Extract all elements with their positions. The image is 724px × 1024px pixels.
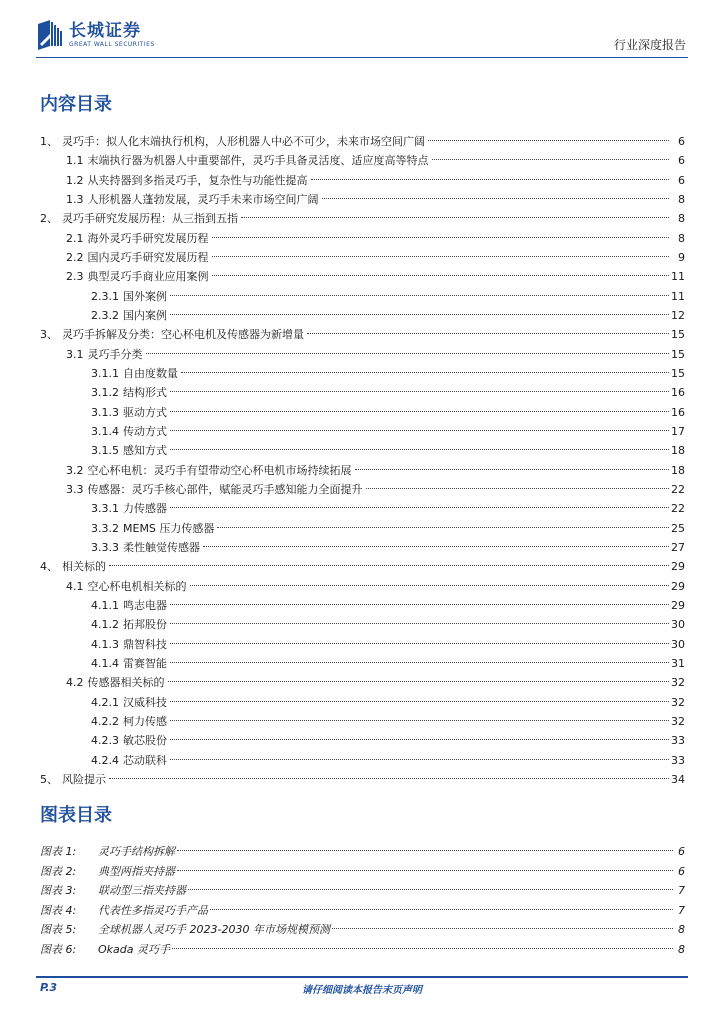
toc-entry-number: 4.2.3 <box>91 734 119 748</box>
toc-entry-page: 11 <box>671 289 685 303</box>
figure-entry[interactable] <box>40 920 685 940</box>
dot-leader <box>170 720 669 721</box>
toc-entry-text: 结构形式 <box>123 386 167 400</box>
dot-leader <box>322 198 670 199</box>
toc-entry-number: 1、 <box>40 135 58 148</box>
figure-entry-title: 全球机器人灵巧手 2023-2030 年市场规模预测 <box>98 923 330 937</box>
toc-entry-label <box>91 287 168 306</box>
toc-entry[interactable] <box>40 171 685 190</box>
dot-leader <box>241 217 669 218</box>
toc-entry-label <box>40 209 239 228</box>
toc-entry-page: 22 <box>671 482 685 496</box>
toc-entry-page: 29 <box>671 579 685 593</box>
toc-entry-text: 自由度数量 <box>123 366 178 380</box>
toc-entry-page: 9 <box>678 250 685 264</box>
toc-entry-number: 4.1.2 <box>91 618 119 632</box>
toc-entry-label <box>40 770 107 789</box>
dot-leader <box>366 488 670 489</box>
toc-entry-number: 2、 <box>40 212 58 226</box>
figure-entry-title: 联动型三指夹持器 <box>98 884 186 898</box>
dot-leader <box>188 889 673 890</box>
toc-entry-label <box>91 615 168 634</box>
toc-entry-label <box>66 190 320 209</box>
toc-entry-text: MEMS 压力传感器 <box>123 521 215 535</box>
toc-entry-page: 16 <box>671 405 685 419</box>
toc-entry-text: 力传感器 <box>123 502 167 516</box>
dot-leader <box>170 662 669 663</box>
toc-entry-text: 驱动方式 <box>123 405 167 419</box>
toc-entry-label <box>91 364 179 383</box>
toc-entry-text: 从夹持器到多指灵巧手，复杂性与功能性提高 <box>87 173 308 187</box>
toc-entry[interactable] <box>40 596 685 615</box>
toc-entry-number: 4.2.4 <box>91 753 119 767</box>
toc-entry-text: 传感器：灵巧手核心部件，赋能灵巧手感知能力全面提升 <box>87 482 363 496</box>
toc-entry-page: 31 <box>671 656 685 670</box>
toc-entry-label <box>66 480 364 499</box>
footer-disclaimer: 请仔细阅读本报告末页声明 <box>302 985 422 996</box>
toc-entry-label <box>66 171 309 190</box>
dot-leader <box>177 870 673 871</box>
toc-entry-page: 17 <box>671 424 685 438</box>
toc-entry-number: 4.1.4 <box>91 656 119 670</box>
toc-entry-page: 33 <box>671 734 685 748</box>
toc-entry-text: 柔性触觉传感器 <box>123 540 200 554</box>
toc-heading: 内容目录 <box>40 94 112 115</box>
toc-entry-text: 感知方式 <box>123 444 167 458</box>
toc-entry-label <box>91 538 201 557</box>
toc-entry-page: 8 <box>678 212 685 226</box>
toc-entry-label <box>91 693 168 712</box>
figure-entry-label: 图表 6: <box>40 942 77 956</box>
figure-entry[interactable] <box>40 881 685 901</box>
toc-entry-label <box>40 325 305 344</box>
figure-entry-title: 代表性多指灵巧手产品 <box>98 903 208 917</box>
toc-entry-text: 柯力传感 <box>123 714 167 728</box>
dot-leader <box>170 739 669 740</box>
figure-entry-page: 6 <box>678 845 685 858</box>
toc-entry-page: 22 <box>671 502 685 516</box>
toc-entry[interactable] <box>40 557 685 576</box>
toc-entry-page: 15 <box>671 328 685 342</box>
dot-leader <box>170 430 669 431</box>
logo-english-name: GREAT WALL SECURITIES <box>69 41 155 48</box>
toc-entry-number: 2.3.2 <box>91 308 119 322</box>
toc-entry[interactable] <box>40 383 685 402</box>
toc-entry-page: 11 <box>671 270 685 284</box>
toc-entry-page: 32 <box>671 676 685 690</box>
figure-entry[interactable] <box>40 862 685 882</box>
toc-entry-page: 30 <box>671 637 685 651</box>
toc-entry[interactable] <box>40 403 685 422</box>
toc-entry-text: 芯动联科 <box>123 753 167 767</box>
toc-entry-number: 1.2 <box>66 173 84 187</box>
toc-entry-text: 国内灵巧手研究发展历程 <box>87 250 209 264</box>
toc-entry-label <box>66 151 430 170</box>
toc-entry-number: 4.2 <box>66 676 84 690</box>
toc-entry-page: 32 <box>671 695 685 709</box>
toc-entry-number: 3、 <box>40 328 58 342</box>
toc-entry-label <box>91 403 168 422</box>
toc-entry-page: 12 <box>671 308 685 322</box>
toc-entry-page: 15 <box>671 366 685 380</box>
dot-leader <box>170 623 669 624</box>
dot-leader <box>355 469 670 470</box>
toc-entry-label <box>91 441 168 460</box>
dot-leader <box>177 850 673 851</box>
toc-entry[interactable] <box>40 325 685 344</box>
toc-entry[interactable] <box>40 287 685 306</box>
toc-entry-number: 4.1 <box>66 579 84 593</box>
figure-entry[interactable] <box>40 940 685 960</box>
toc-entry-label <box>91 306 168 325</box>
toc-entry[interactable] <box>40 151 685 170</box>
toc-entry-text: 空心杯电机相关标的 <box>87 579 187 593</box>
toc-entry-label <box>91 596 168 615</box>
toc-entry-page: 15 <box>671 347 685 361</box>
dot-leader <box>172 948 673 949</box>
toc-entry-number: 5、 <box>40 772 58 786</box>
toc-entry-page: 16 <box>671 386 685 400</box>
company-logo <box>36 20 155 50</box>
figure-entry-title: 典型两指夹持器 <box>98 864 175 878</box>
toc-entry[interactable] <box>40 345 685 364</box>
toc-entry[interactable] <box>40 519 685 538</box>
toc-entry-page: 34 <box>671 772 685 786</box>
toc-entry-number: 4.2.2 <box>91 714 119 728</box>
dot-leader <box>212 275 670 276</box>
toc-entry-text: 空心杯电机：灵巧手有望带动空心杯电机市场持续拓展 <box>87 463 352 477</box>
dot-leader <box>170 411 669 412</box>
toc-entry[interactable] <box>40 209 685 228</box>
dot-leader <box>332 928 673 929</box>
toc-entry-page: 25 <box>671 521 685 535</box>
header-divider <box>36 57 688 58</box>
figure-entry-page: 6 <box>678 864 685 878</box>
dot-leader <box>170 295 669 296</box>
toc-entry[interactable] <box>40 190 685 209</box>
figure-entry[interactable] <box>40 842 685 862</box>
toc-entry-number: 4、 <box>40 560 58 574</box>
toc-entry-label <box>66 345 144 364</box>
dot-leader <box>307 333 669 334</box>
dot-leader <box>212 237 670 238</box>
toc-entry[interactable] <box>40 248 685 267</box>
toc-entry-number: 1.1 <box>66 154 84 168</box>
figure-entry-label: 图表 5: <box>40 923 77 937</box>
toc-entry-page: 18 <box>671 463 685 477</box>
toc-entry-number: 3.3 <box>66 482 84 496</box>
toc-entry-text: 传动方式 <box>123 424 167 438</box>
toc-entry-page: 29 <box>671 560 685 574</box>
toc-entry-page: 8 <box>678 192 685 206</box>
toc-entry-page: 6 <box>678 135 685 148</box>
toc-entry-number: 3.1 <box>66 347 84 361</box>
toc-entry[interactable] <box>40 306 685 325</box>
dot-leader <box>170 391 669 392</box>
toc-entry-number: 4.2.1 <box>91 695 119 709</box>
toc-entry-number: 2.1 <box>66 231 84 245</box>
toc-entry-page: 8 <box>678 231 685 245</box>
toc-entry-text: 风险提示 <box>62 772 106 786</box>
toc-entry-number: 2.2 <box>66 250 84 264</box>
toc-entry-number: 3.2 <box>66 463 84 477</box>
toc-entry[interactable] <box>40 364 685 383</box>
toc-entry-number: 3.1.2 <box>91 386 119 400</box>
toc-entry-text: 鸣志电器 <box>123 598 167 612</box>
toc-entry-label <box>91 499 168 518</box>
toc-entry-number: 1.3 <box>66 192 84 206</box>
toc-entry-text: 拓邦股份 <box>123 618 167 632</box>
figure-entry-page: 8 <box>678 942 685 956</box>
toc-entry-text: 雷赛智能 <box>123 656 167 670</box>
toc-entry-label <box>91 712 168 731</box>
dot-leader <box>190 585 670 586</box>
dot-leader <box>109 778 669 779</box>
toc-entry-number: 3.3.2 <box>91 521 119 535</box>
toc-entry[interactable] <box>40 229 685 248</box>
toc-entry[interactable] <box>40 499 685 518</box>
toc-entry-text: 传感器相关标的 <box>87 676 165 690</box>
page-number: P.3 <box>40 981 58 994</box>
figure-entry-label: 图表 1: <box>40 845 77 858</box>
toc-entry-label <box>40 557 107 576</box>
toc-entry-text: 海外灵巧手研究发展历程 <box>87 231 209 245</box>
toc-entry[interactable] <box>40 480 685 499</box>
dot-leader <box>432 159 670 160</box>
toc-entry[interactable] <box>40 615 685 634</box>
toc-entry-text: 末端执行器为机器人中重要部件，灵巧手具备灵活度、适应度高等特点 <box>87 154 429 168</box>
figure-entry[interactable] <box>40 901 685 921</box>
dot-leader <box>428 140 669 141</box>
toc-entry-page: 6 <box>678 173 685 187</box>
toc-entry[interactable] <box>40 654 685 673</box>
toc-entry-text: 人形机器人蓬勃发展，灵巧手未来市场空间广阔 <box>87 192 319 206</box>
dot-leader <box>170 449 669 450</box>
toc-entry-number: 3.1.4 <box>91 424 119 438</box>
dot-leader <box>170 759 669 760</box>
toc-entry-number: 3.1.1 <box>91 366 119 380</box>
toc-entry-label <box>91 422 168 441</box>
toc-entry-label <box>91 383 168 402</box>
toc-entry-page: 32 <box>671 714 685 728</box>
toc-entry-label <box>66 229 210 248</box>
toc-entry[interactable] <box>40 577 685 596</box>
toc-entry-number: 3.3.3 <box>91 540 119 554</box>
toc-entry[interactable] <box>40 422 685 441</box>
dot-leader <box>170 314 669 315</box>
toc-entry[interactable] <box>40 770 685 789</box>
toc-entry-number: 2.3 <box>66 270 84 284</box>
toc-entry-label <box>66 461 353 480</box>
toc-entry-label <box>40 132 426 151</box>
dot-leader <box>109 565 669 566</box>
toc-entry-page: 33 <box>671 753 685 767</box>
figure-entry-label: 图表 2: <box>40 864 77 878</box>
figure-entry-title: 灵巧手结构拆解 <box>98 845 175 858</box>
toc-entry-text: 灵巧手：拟人化末端执行机构，人形机器人中必不可少，未来市场空间广阔 <box>62 135 425 148</box>
dot-leader <box>170 701 669 702</box>
toc-entry[interactable] <box>40 751 685 770</box>
toc-entry[interactable] <box>40 635 685 654</box>
dot-leader <box>217 527 669 528</box>
dot-leader <box>210 909 673 910</box>
figure-entry-page: 7 <box>678 903 685 917</box>
toc-entry-page: 27 <box>671 540 685 554</box>
toc-entry-label <box>66 577 188 596</box>
toc-entry-label <box>66 673 166 692</box>
toc-entry-label <box>91 635 168 654</box>
toc-entry[interactable] <box>40 441 685 460</box>
toc-entry-label <box>91 731 168 750</box>
toc-entry[interactable] <box>40 461 685 480</box>
toc-entry-label <box>66 248 210 267</box>
figure-list <box>40 842 685 960</box>
logo-mark-icon <box>36 20 64 50</box>
logo-chinese-name: 长城证券 <box>69 21 141 41</box>
toc-entry[interactable] <box>40 712 685 731</box>
toc-entry-page: 6 <box>678 154 685 168</box>
toc-entry[interactable] <box>40 731 685 750</box>
toc-entry-text: 国外案例 <box>123 289 167 303</box>
toc-entry[interactable] <box>40 673 685 692</box>
toc-entry-page: 30 <box>671 618 685 632</box>
toc-entry-number: 2.3.1 <box>91 289 119 303</box>
toc-entry-text: 典型灵巧手商业应用案例 <box>87 270 209 284</box>
toc-entry-text: 敏芯股份 <box>123 734 167 748</box>
dot-leader <box>170 604 669 605</box>
dot-leader <box>168 681 670 682</box>
toc-entry-text: 鼎智科技 <box>123 637 167 651</box>
toc-entry[interactable] <box>40 693 685 712</box>
toc-entry-number: 4.1.3 <box>91 637 119 651</box>
document-type: 行业深度报告 <box>613 38 686 52</box>
figure-entry-label: 图表 3: <box>40 884 77 898</box>
figure-entry-page: 8 <box>678 923 685 937</box>
toc-entry-text: 灵巧手拆解及分类：空心杯电机及传感器为新增量 <box>62 328 304 342</box>
toc-entry-number: 3.1.5 <box>91 444 119 458</box>
toc-entry-number: 3.3.1 <box>91 502 119 516</box>
toc-entry-text: 国内案例 <box>123 308 167 322</box>
toc-entry-label <box>91 751 168 770</box>
toc-entry[interactable] <box>40 132 685 151</box>
dot-leader <box>170 643 669 644</box>
toc-entry-page: 29 <box>671 598 685 612</box>
table-of-contents <box>40 132 685 789</box>
dot-leader <box>311 179 670 180</box>
toc-entry[interactable] <box>40 538 685 557</box>
figures-heading: 图表目录 <box>40 805 112 826</box>
toc-entry-number: 4.1.1 <box>91 598 119 612</box>
toc-entry-text: 相关标的 <box>62 560 106 574</box>
dot-leader <box>212 256 670 257</box>
toc-entry-label <box>66 267 210 286</box>
figure-entry-label: 图表 4: <box>40 903 77 917</box>
dot-leader <box>146 353 670 354</box>
toc-entry-label <box>91 519 215 538</box>
toc-entry-page: 18 <box>671 444 685 458</box>
toc-entry-text: 灵巧手研究发展历程：从三指到五指 <box>62 212 238 226</box>
page-header <box>0 0 724 62</box>
figure-entry-title: Okada 灵巧手 <box>98 942 170 956</box>
toc-entry-number: 3.1.3 <box>91 405 119 419</box>
footer-divider <box>36 976 688 978</box>
toc-entry-label <box>91 654 168 673</box>
dot-leader <box>170 507 669 508</box>
dot-leader <box>181 372 669 373</box>
figure-entry-page: 7 <box>678 884 685 898</box>
toc-entry-text: 汉威科技 <box>123 695 167 709</box>
dot-leader <box>203 546 669 547</box>
toc-entry[interactable] <box>40 267 685 286</box>
toc-entry-text: 灵巧手分类 <box>87 347 143 361</box>
